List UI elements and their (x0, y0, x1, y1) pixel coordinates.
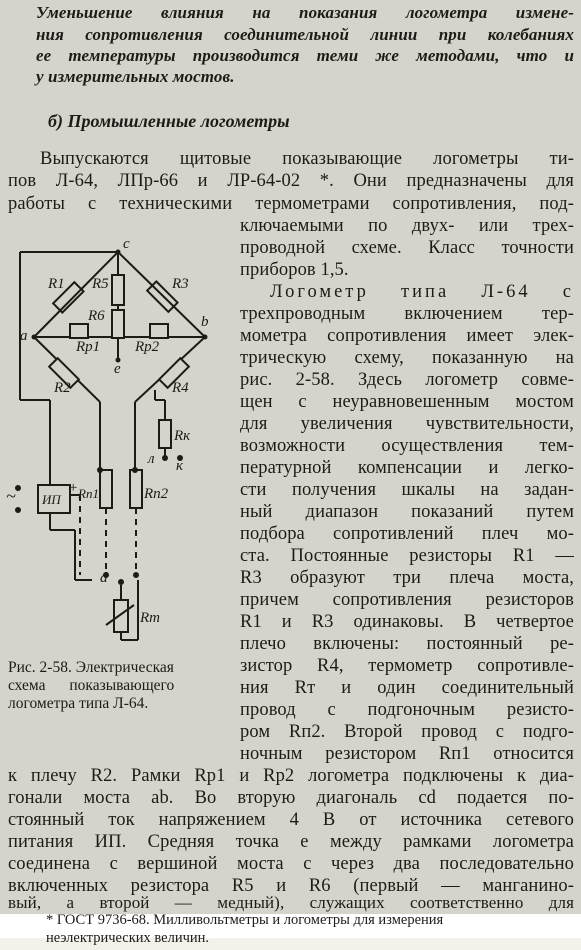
rt-label: Rт (140, 610, 160, 626)
right-line: плечо включены: постоянный ре- (240, 634, 574, 654)
plus-label: + (68, 480, 79, 496)
node-c-label: c (123, 236, 130, 252)
body-full-line-3: работы с техническими термометрами сопротивления, под- (8, 194, 574, 214)
footnote-line-2: неэлектрических величин. (46, 930, 210, 946)
node-d-label: d (100, 570, 108, 586)
right-line: ный диапазон показаний путем (240, 502, 574, 522)
node-a-label: a (20, 328, 28, 344)
right-line: ста. Постоянные резисторы R1 — (240, 546, 574, 566)
r6-label: R6 (88, 308, 105, 324)
intro-line-1: Уменьшение влияния на показания логометра измене- (36, 3, 574, 22)
node-e-label: e (114, 361, 121, 377)
right-line: для увеличения чувствительности, (240, 414, 574, 434)
right-line: ночным резистором Rп1 относится (240, 744, 574, 764)
bottom-line: включенных резистора R5 и R6 (первый — манганино- (8, 876, 574, 896)
footnote-line-1: * ГОСТ 9736-68. Милливольтметры и логометры для измерения (46, 912, 444, 928)
right-line: мометра сопротивления имеет элек- (240, 326, 574, 346)
bottom-line: к плечу R2. Рамки Rр1 и Rр2 логометра подключены к диа- (8, 766, 574, 786)
right-line: ром Rп2. Второй провод с подго- (240, 722, 574, 742)
right-line: щен с неуравновешенным мостом (240, 392, 574, 412)
right-line: R1 и R3 одинаковы. В четвертое (240, 612, 574, 632)
ip-label: ИП (42, 492, 61, 507)
right-line: Логометр типа Л-64 с (270, 282, 574, 302)
figure-caption (8, 659, 222, 713)
rn2-label: Rп2 (144, 486, 169, 502)
bottom-line: питания ИП. Средняя точка e между рамками логометра (8, 832, 574, 852)
right-line: R3 образуют три плеча моста, (240, 568, 574, 588)
intro-line-4: у измерительных мостов. (36, 67, 235, 86)
footnote (0, 912, 581, 946)
right-line: зистор R4, термометр сопротивле- (240, 656, 574, 676)
body-full-line-1: Выпускаются щитовые показывающие логометры ти- (40, 149, 574, 169)
right-line: возможности осуществления тем- (240, 436, 574, 456)
intro-line-3: ее температуры производится теми же методами, что и (36, 46, 574, 65)
bottom-line: вый, а второй — медный), служащих соответственно для (8, 893, 574, 912)
right-line: пературной компенсации и легко- (240, 458, 574, 478)
rk-label: Rк (174, 428, 191, 444)
bottom-line: соединена с вершиной моста c через два последовательно (8, 854, 574, 874)
right-line: приборов 1,5. (240, 260, 349, 280)
l-label: л (148, 451, 155, 467)
right-line: причем сопротивления резисторов (240, 590, 574, 610)
right-line: рис. 2-58. Здесь логометр совме- (240, 370, 574, 390)
right-line: сти получения шкалы на задан- (240, 480, 574, 500)
r4-label: R4 (172, 380, 189, 396)
tilde-label: ~ (6, 486, 16, 506)
r2-label: R2 (54, 380, 71, 396)
right-line: подбора сопротивлений плеч мо- (240, 524, 574, 544)
body-full-line-2: пов Л-64, ЛПр-66 и ЛР-64-02 *. Они предназначены для (8, 171, 574, 191)
circuit-diagram (0, 230, 240, 660)
right-line: трехпроводным включением тер- (240, 304, 574, 324)
rp2-label: Rр2 (135, 339, 160, 355)
right-line: ключаемыми по двух- или трех- (240, 216, 574, 236)
right-line: провод с подгоночным резисто- (240, 700, 574, 720)
node-b-label: b (201, 314, 209, 330)
rn1-label: Rп1 (78, 486, 99, 501)
r3-label: R3 (172, 276, 189, 292)
caption-line: логометра типа Л-64. (8, 695, 149, 712)
r1-label: R1 (48, 276, 65, 292)
right-line: ния Rт и один соединительный (240, 678, 574, 698)
r5-label: R5 (92, 276, 109, 292)
bottom-line: стоянный ток напряжением 4 В от источника сетевого (8, 810, 574, 830)
caption-line: Рис. 2-58. Электрическая (8, 659, 174, 676)
caption-line: схема показывающего (8, 677, 175, 694)
k-label: к (176, 458, 184, 474)
right-line: проводной схеме. Класс точности (240, 238, 574, 258)
right-line: трическую схему, показанную на (240, 348, 574, 368)
rp1-label: Rр1 (76, 339, 101, 355)
section-heading: б) Промышленные логометры (48, 111, 290, 131)
intro-line-2: ния сопротивления соединительной линии при колебаниях (36, 25, 574, 44)
bottom-line: гонали моста ab. Во вторую диагональ cd подается по- (8, 788, 574, 808)
